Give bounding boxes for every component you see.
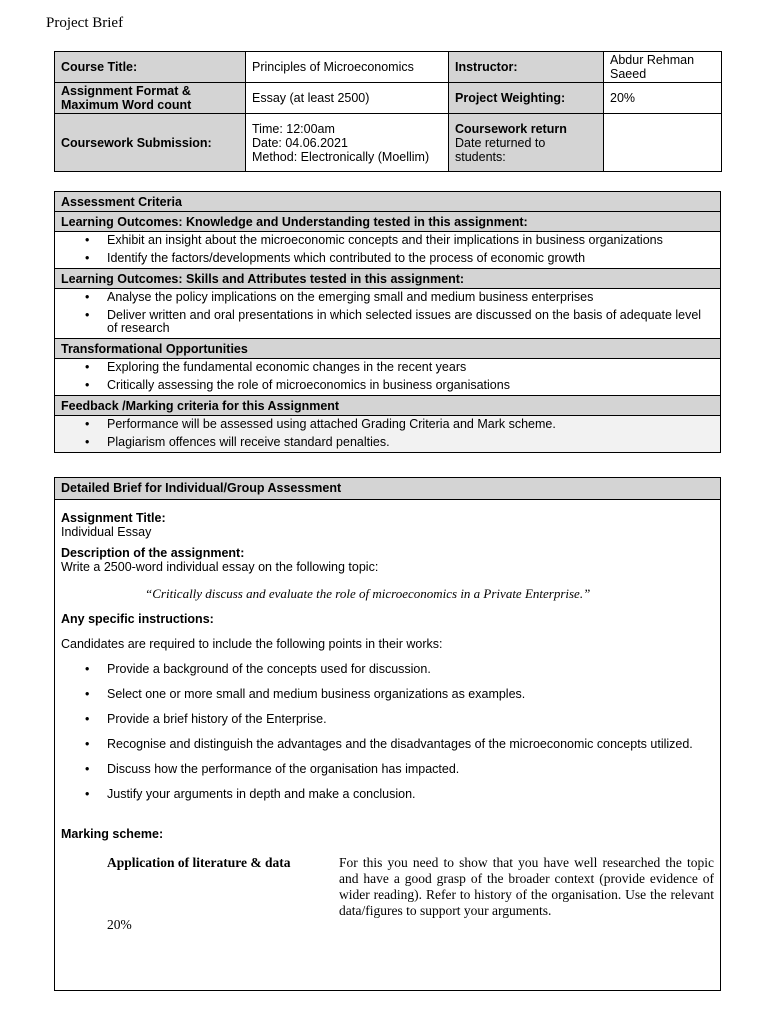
brief-heading: Detailed Brief for Individual/Group Assessment xyxy=(55,478,720,500)
submission-details xyxy=(246,114,449,172)
knowledge-heading: Learning Outcomes: Knowledge and Understanding tested in this assignment: xyxy=(55,212,720,232)
list-item: • Identify the factors/developments which contributed to the process of economic growth xyxy=(61,252,714,265)
list-item: • Exploring the fundamental economic changes in the recent years xyxy=(61,361,714,374)
list-item: • Performance will be assessed using attached Grading Criteria and Mark scheme. xyxy=(61,418,714,431)
marking-description: For this you need to show that you have well researched the topic and have a good grasp of the broader context (provide evidence of wider reading). Refer to history of the organisation. Use the relevant data/figures to support your arguments. xyxy=(339,855,714,918)
return-label: Coursework return xyxy=(455,121,567,136)
criteria-title: Assessment Criteria xyxy=(55,192,720,212)
marking-weight: 20% xyxy=(107,917,132,932)
marking-criterion: Application of literature & data xyxy=(107,855,291,870)
weighting-label: Project Weighting: xyxy=(449,83,604,114)
knowledge-section xyxy=(55,232,720,269)
marking-scheme-label: Marking scheme: xyxy=(61,827,164,841)
list-item: • Justify your arguments in depth and make a conclusion. xyxy=(61,787,714,801)
feedback-heading: Feedback /Marking criteria for this Assignment xyxy=(55,396,720,416)
essay-topic: “Critically discuss and evaluate the role of microeconomics in a Private Enterprise.” xyxy=(145,586,591,601)
return-value xyxy=(604,114,722,172)
instructor-label: Instructor: xyxy=(449,52,604,83)
page-header-title: Project Brief xyxy=(46,15,124,31)
list-item: • Critically assessing the role of microeconomics in business organisations xyxy=(61,379,714,392)
list-item: • Plagiarism offences will receive standard penalties. xyxy=(61,436,714,449)
instructions-list xyxy=(61,662,714,801)
description-value: Write a 2500-word individual essay on the following topic: xyxy=(61,560,379,574)
list-item: • Deliver written and oral presentations in which selected issues are discussed on the basis of adequate level of research xyxy=(61,309,714,335)
weighting-value: 20% xyxy=(604,83,722,114)
submission-date: Date: 04.06.2021 xyxy=(252,135,348,150)
course-info-table xyxy=(54,51,722,172)
instructions-label: Any specific instructions: xyxy=(61,612,214,626)
list-item: • Select one or more small and medium business organizations as examples. xyxy=(61,687,714,701)
feedback-section xyxy=(55,416,720,452)
return-cell xyxy=(449,114,604,172)
list-item: • Provide a brief history of the Enterprise. xyxy=(61,712,714,726)
submission-time: Time: 12:00am xyxy=(252,121,335,136)
return-text: Date returned to students: xyxy=(455,135,546,164)
course-title-label: Course Title: xyxy=(55,52,246,83)
assignment-title-value: Individual Essay xyxy=(61,525,152,539)
marking-scheme-row xyxy=(61,855,714,945)
transform-heading: Transformational Opportunities xyxy=(55,339,720,359)
submission-label: Coursework Submission: xyxy=(55,114,246,172)
course-title-value: Principles of Microeconomics xyxy=(246,52,449,83)
submission-method: Method: Electronically (Moellim) xyxy=(252,149,430,164)
format-value: Essay (at least 2500) xyxy=(246,83,449,114)
instructions-intro: Candidates are required to include the following points in their works: xyxy=(61,637,443,651)
list-item: • Exhibit an insight about the microeconomic concepts and their implications in business organizations xyxy=(61,234,714,247)
list-item: • Analyse the policy implications on the emerging small and medium business enterprises xyxy=(61,291,714,304)
skills-section xyxy=(55,289,720,339)
list-item: • Provide a background of the concepts used for discussion. xyxy=(61,662,714,676)
list-item: • Discuss how the performance of the organisation has impacted. xyxy=(61,762,714,776)
list-item: • Recognise and distinguish the advantages and the disadvantages of the microeconomic concepts utilized. xyxy=(61,737,714,751)
description-label: Description of the assignment: xyxy=(61,546,245,560)
detailed-brief-section xyxy=(54,477,721,991)
format-label: Assignment Format & Maximum Word count xyxy=(55,83,246,114)
instructor-value: Abdur Rehman Saeed xyxy=(604,52,722,83)
skills-heading: Learning Outcomes: Skills and Attributes tested in this assignment: xyxy=(55,269,720,289)
transform-section xyxy=(55,359,720,396)
assessment-criteria-table xyxy=(54,191,721,453)
assignment-title-label: Assignment Title: xyxy=(61,511,166,525)
